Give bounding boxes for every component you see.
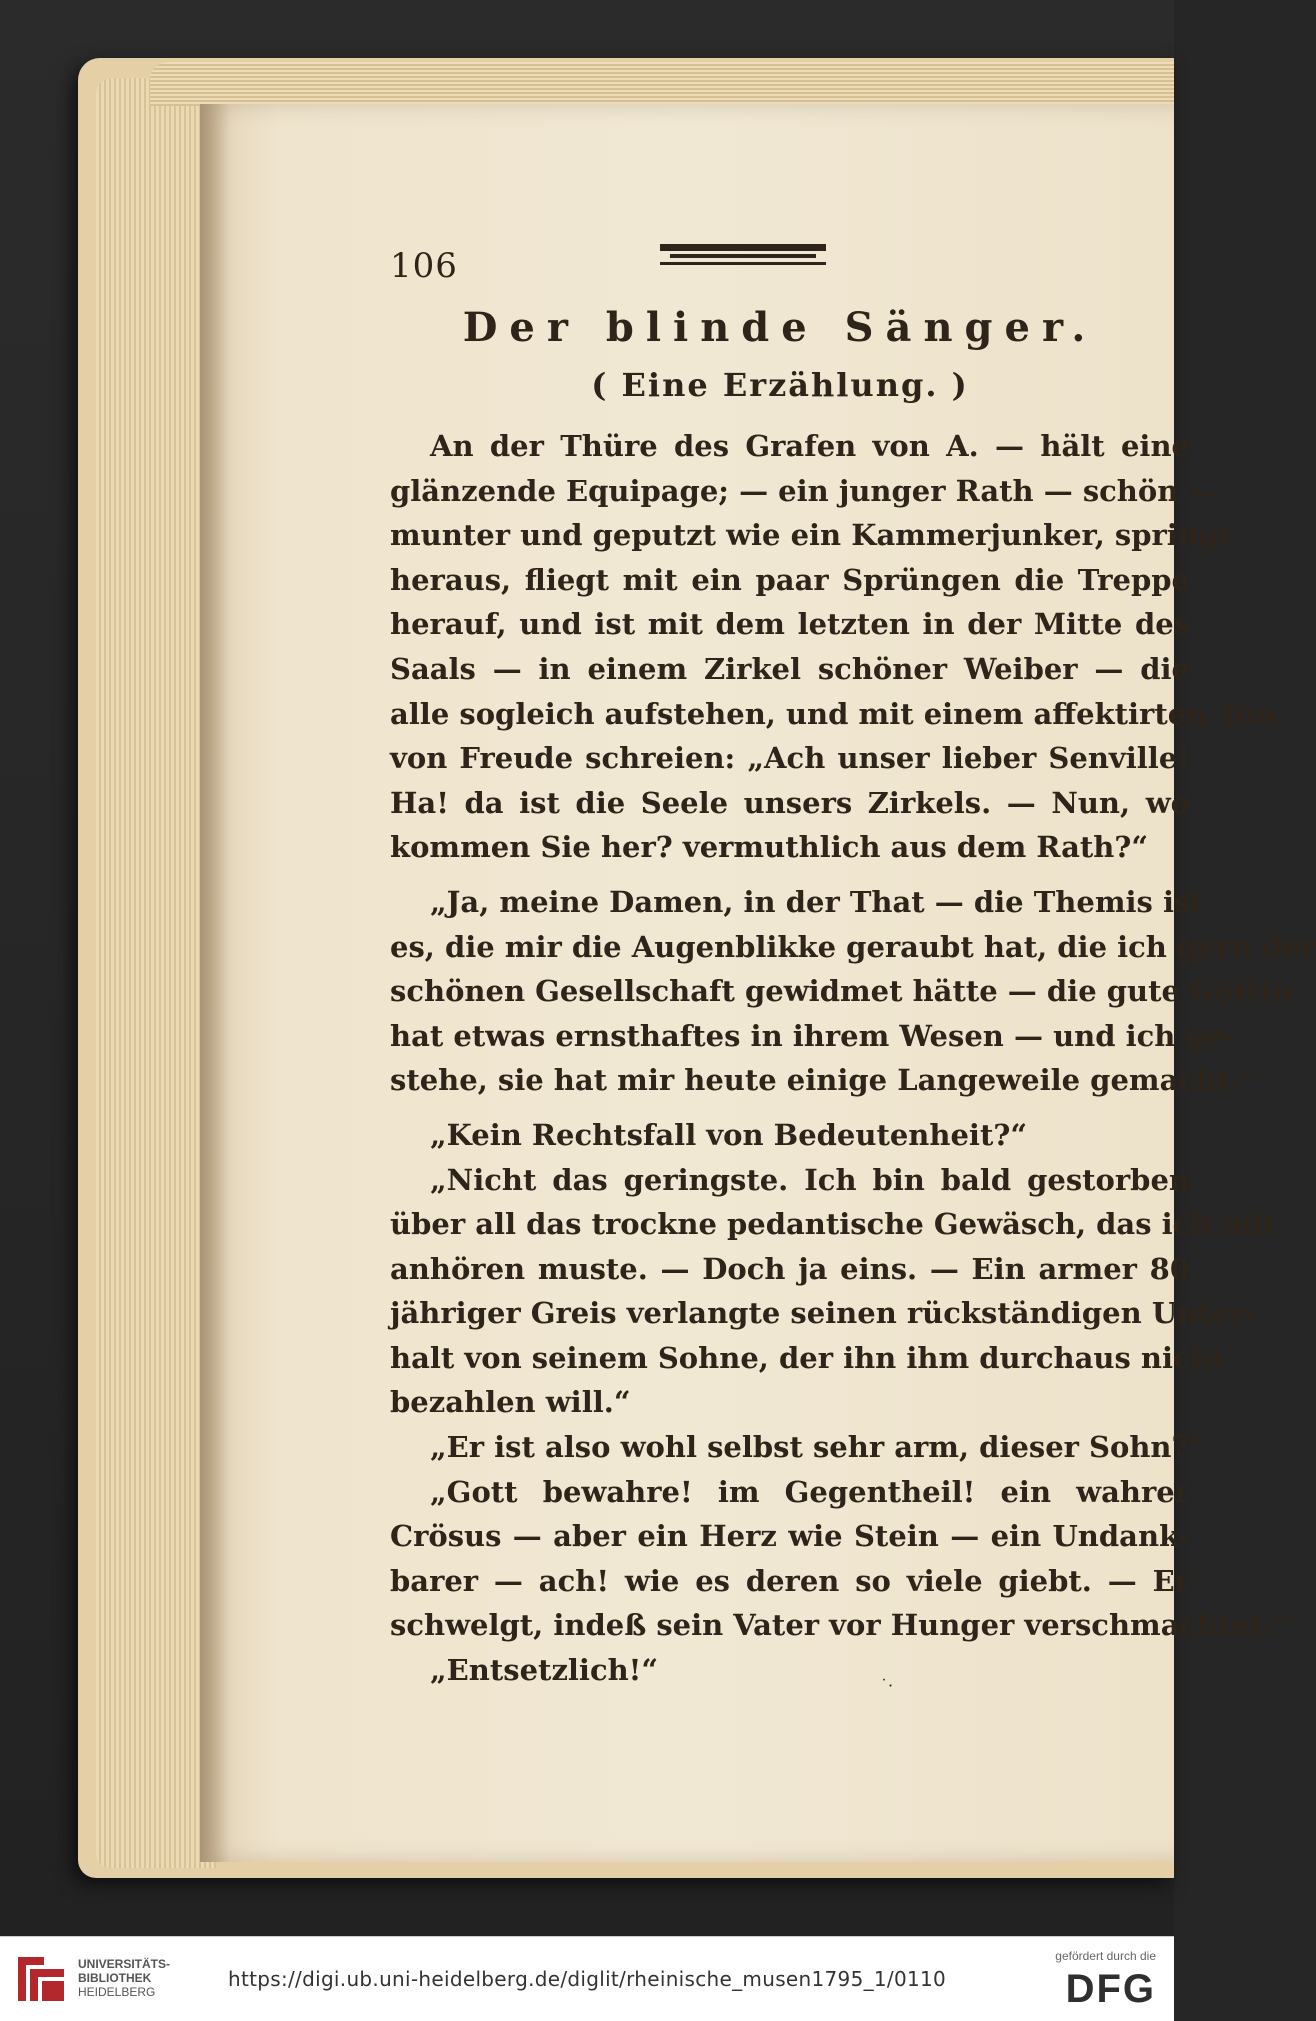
heidelberg-library-logo-icon[interactable]: [14, 1951, 68, 2007]
text-line: barer — ach! wie es deren so viele giebt. — Er: [390, 1563, 1190, 1598]
book-page: [200, 104, 1316, 1862]
body-text: [390, 424, 1316, 1693]
text-line: „Nicht das geringste. Ich bin bald gestorben: [430, 1162, 1190, 1197]
page-number: 106: [390, 246, 458, 286]
text-line: munter und geputzt wie ein Kammerjunker, springt: [390, 518, 1233, 553]
text-line: „Ja, meine Damen, in der That — die Themis ist: [430, 884, 1204, 919]
header-ornament: [660, 244, 826, 268]
text-line: stehe, sie hat mir heute einige Langeweile gemacht.“: [390, 1063, 1258, 1098]
text-line: Ha! da ist die Seele unsers Zirkels. — Nun, wo: [390, 785, 1190, 820]
text-line: alle sogleich aufstehen, und mit einem affektirten Ton: [390, 696, 1277, 731]
spine-shadow: [200, 104, 230, 1862]
text-line: über all das trockne pedantische Gewäsch, das ich mit: [390, 1207, 1277, 1242]
text-line: anhören muste. — Doch ja eins. — Ein armer 80: [390, 1251, 1190, 1286]
text-line: hat etwas ernsthaftes in ihrem Wesen — und ich ge-: [390, 1018, 1237, 1053]
dfg-logo[interactable]: DFG: [1065, 1967, 1156, 2011]
text-line: „Kein Rechtsfall von Bedeutenheit?“: [430, 1117, 1028, 1152]
chapter-subtitle: ( Eine Erzählung. ): [591, 366, 969, 404]
chapter-title: Der blinde Sänger.: [462, 304, 1098, 351]
text-line: kommen Sie her? vermuthlich aus dem Rath?“: [390, 830, 1149, 865]
text-line: Crösus — aber ein Herz wie Stein — ein Undank-: [390, 1519, 1190, 1554]
text-line: „Entsetzlich!“: [430, 1653, 659, 1688]
text-line: glänzende Equipage; — ein junger Rath — schön —: [390, 473, 1218, 508]
page-top-edges: [150, 62, 1174, 106]
footer-bar: [0, 1936, 1174, 2021]
text-line: es, die mir die Augenblikke geraubt hat, die ich gern der: [390, 929, 1316, 964]
text-line: „Er ist also wohl selbst sehr arm, dieser Sohn?“: [430, 1430, 1206, 1465]
text-line: Saals — in einem Zirkel schöner Weiber — die: [390, 651, 1190, 686]
funding-label: gefördert durch die: [1055, 1949, 1156, 1963]
institution-name[interactable]: [78, 1957, 170, 1999]
text-line: schönen Gesellschaft gewidmet hätte — die gute Göttin: [390, 974, 1294, 1009]
text-line: jähriger Greis verlangte seinen rückständigen Unter-: [390, 1296, 1258, 1331]
text-line: heraus, fliegt mit ein paar Sprüngen die Treppe: [390, 562, 1190, 597]
text-line: bezahlen will.“: [390, 1385, 631, 1420]
institution-line: BIBLIOTHEK: [78, 1971, 152, 1985]
text-line: halt von seinem Sohne, der ihn ihm durchaus nicht: [390, 1340, 1226, 1375]
text-line: herauf, und ist mit dem letzten in der Mitte des: [390, 607, 1190, 642]
institution-line: UNIVERSITÄTS-: [78, 1957, 171, 1971]
page-edges: [96, 78, 216, 1868]
page-mark: ˙·: [880, 1676, 894, 1695]
text-line: „Gott bewahre! im Gegentheil! ein wahrer: [430, 1474, 1190, 1509]
text-line: von Freude schreien: „Ach unser lieber Senville!: [390, 741, 1190, 776]
text-line: An der Thüre des Grafen von A. — hält eine: [430, 429, 1190, 463]
permalink-url[interactable]: https://digi.ub.uni-heidelberg.de/diglit/rheinische_musen1795_1/0110: [228, 1967, 947, 1991]
text-line: schwelgt, indeß sein Vater vor Hunger verschmachtet.“: [390, 1608, 1291, 1643]
institution-line: HEIDELBERG: [78, 1985, 156, 1999]
